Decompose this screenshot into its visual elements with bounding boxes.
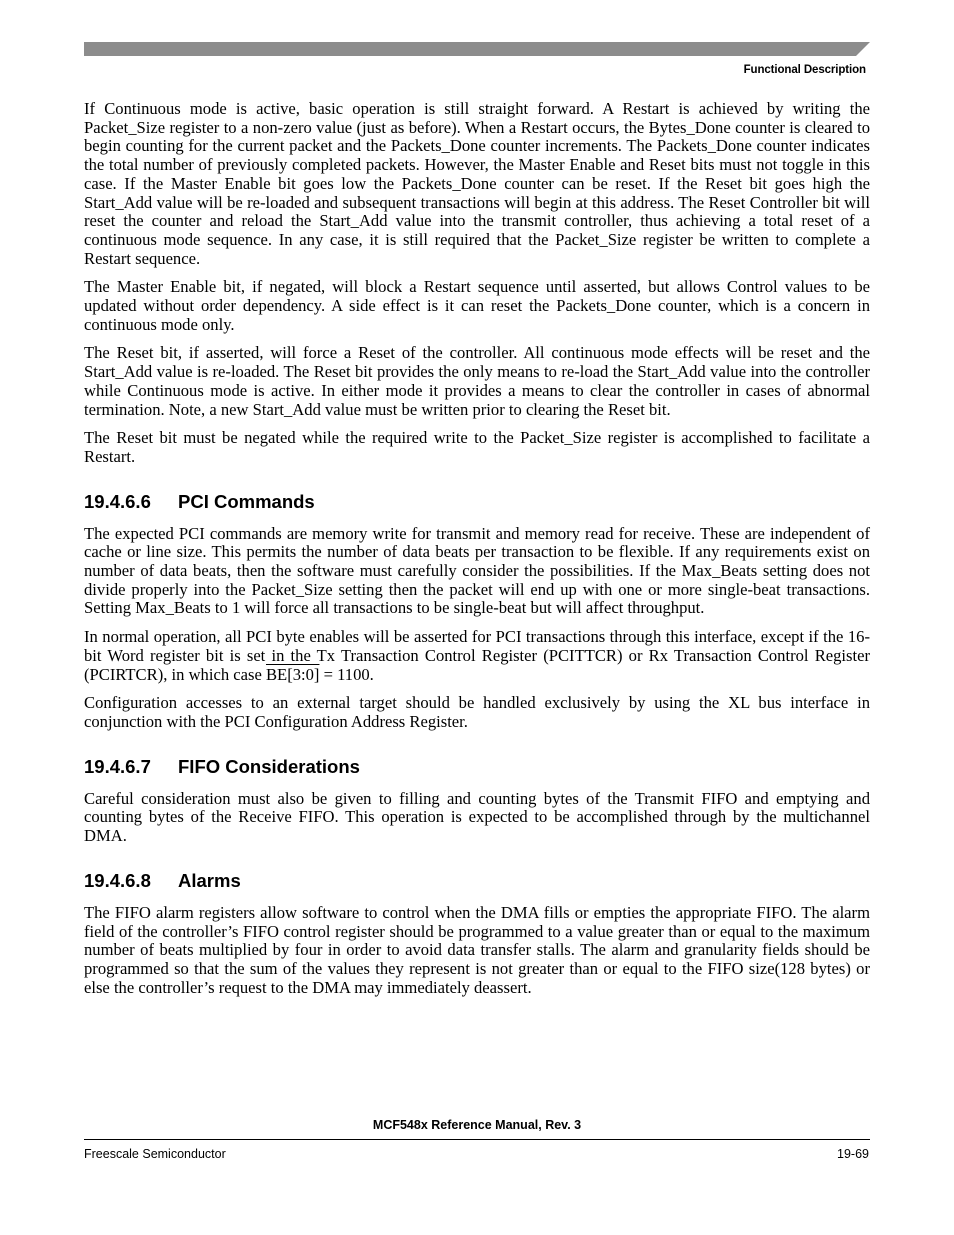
section-title: PCI Commands — [178, 490, 315, 512]
header-bar — [84, 42, 870, 56]
heading-alarms — [84, 870, 870, 892]
paragraph-configuration: Configuration accesses to an external target should be handled exclusively by using the XL bus interface in conjunction with the PCI Configuration Address Register. — [84, 693, 870, 731]
text-segment: = 1100. — [319, 664, 374, 684]
heading-pci-commands — [84, 491, 870, 513]
paragraph-pci-commands: The expected PCI commands are memory write for transmit and memory read for receive. These are independent of cache or line size. This permits the number of data beats per transaction to be flexible. If any requirements exist on number of data beats, then the software must carefully consider the possibilities. If the Max_Beats setting does not divide properly into the Packet_Size setting then the packet will end up with one or more single-beat transactions. Setting Max_Beats to 1 will force all transactions to be single-beat but will affect throughput. — [84, 523, 870, 618]
page-content — [84, 100, 870, 1007]
footer-divider — [84, 1139, 870, 1140]
section-label: Functional Description — [743, 64, 866, 76]
text-segment: In normal operation, all PCI byte enables will be asserted for PCI transactions through this interface, except if the 16-bit Word register bit is set in the Tx Transaction Control Register (PCITTCR) or Rx Transaction Control Register (PCIRTCR), in which case — [84, 627, 870, 684]
paragraph-master-enable: The Master Enable bit, if negated, will block a Restart sequence until asserted, but allows Control values to be updated without order dependency. A side effect is it can reset the Packets_Done counter, which is a concern in continuous mode only. — [84, 277, 870, 334]
heading-fifo-considerations — [84, 756, 870, 778]
paragraph-alarms: The FIFO alarm registers allow software to control when the DMA fills or empties the appropriate FIFO. The alarm field of the controller’s FIFO control register should be programmed to a value greater than or equal to the maximum number of beats multiplied by four in order to avoid data transfer stalls. The alarm and granularity fields should be programmed so that the sum of the values they represent is not greater than or equal to the FIFO size(128 bytes) or else the controller’s request to the DMA may immediately deassert. — [84, 902, 870, 997]
section-number: 19.4.6.8 — [84, 869, 151, 891]
paragraph-byte-enables — [84, 628, 870, 684]
paragraph-reset-bit: The Reset bit, if asserted, will force a Reset of the controller. All continuous mode effects will be reset and the Start_Add value is re-loaded. The Reset bit provides the only means to re-load the Start_Add value into the controller while Continuous mode is active. In either mode it provides a means to clear the controller in cases of abnormal termination. Note, a new Start_Add value must be written prior to clearing the Reset bit. — [84, 343, 870, 419]
signal-be: BE[3:0] — [265, 664, 320, 684]
section-title: Alarms — [178, 869, 241, 891]
paragraph-reset-negated: The Reset bit must be negated while the required write to the Packet_Size register is accomplished to facilitate a Restart. — [84, 428, 870, 466]
section-title: FIFO Considerations — [178, 755, 360, 777]
paragraph-continuous-mode: If Continuous mode is active, basic operation is still straight forward. A Restart is achieved by writing the Packet_Size register to a non-zero value (just as before). When a Restart occurs, the Bytes_Done counter is cleared to begin counting for the current packet and the Packets_Done counter increments. The Packets_Done counter indicates the total number of previously completed packets. However, the Master Enable and Reset bits must not toggle in this case. If the Master Enable bit goes low the Packets_Done counter can be reset. If the Reset bit goes high the Start_Add value will be re-loaded and subsequent transactions will begin at this address. The Reset Controller bit will reset the counter and reload the Start_Add value into the transmit controller, thus achieving a total reset of a continuous mode sequence. In any case, it is still required that the Packet_Size register be written to complete a Restart sequence. — [84, 99, 870, 268]
footer-page-number: 19-69 — [837, 1147, 869, 1161]
paragraph-fifo: Careful consideration must also be given to filling and counting bytes of the Transmit FIFO and emptying and counting bytes of the Receive FIFO. This operation is expected to be accomplished through by the multichannel DMA. — [84, 788, 870, 846]
footer-manual-title: MCF548x Reference Manual, Rev. 3 — [372, 1118, 582, 1132]
footer-company: Freescale Semiconductor — [84, 1147, 226, 1161]
section-number: 19.4.6.6 — [84, 490, 151, 512]
section-number: 19.4.6.7 — [84, 755, 151, 777]
